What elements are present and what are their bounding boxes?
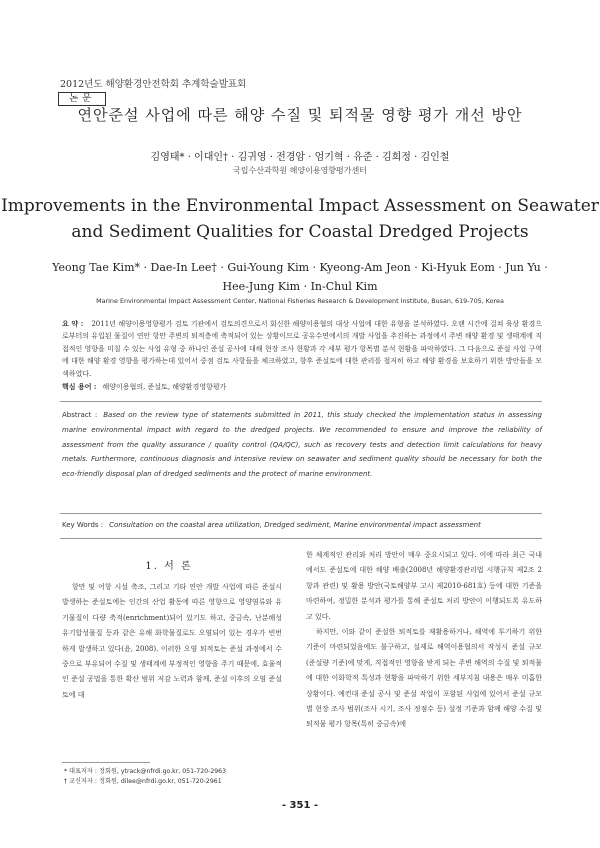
keywords-korean: [62, 382, 226, 392]
divider-bottom: [60, 538, 542, 539]
page-number: - 351 -: [281, 800, 319, 811]
abstract-english-label: Abstract :: [62, 411, 98, 419]
keywords-english-text: Consultation on the coastal area utilization, Dredged sediment, Marine environmental impact assessment: [109, 521, 481, 529]
affiliation-korean: 국립수산과학원 해양이용영향평가센터: [233, 166, 367, 175]
paragraph: 항만 및 어항 시설 축조, 그리고 기타 연안 개발 사업에 따른 준설시 발생하는 준설토에는 인간의 산업 활동에 따른 영향으로 영양염류와 유기물질이 다량 축적(enrichment)되어 있기도 하고, 중금속, 난분해성 유기합성물질 등과 같은 유해 화학물질로도 오염되어 있는 경우가 빈번하게 발생하고 있다(윤, 2008). 이러한 오염 퇴적토는 준설 과정에서 수중으로 부유되어 수질 및 생태계에 부정적인 영향을 주기 때문에, 효율적인 준설 공법을 통한 확산 범위 저감 노력과 함께, 준설 이후의 오염 준설토에 대: [62, 583, 282, 699]
abstract-english-text: Based on the review type of statements submitted in 2011, this study checked the implementation status in assessing marine environmental impact with regard to the dredged projects. We recommended to ensure and improve the reliability of assessment from the quality assurance / quality control (QA/QC), such as recovery tests and detection limit calculations for heavy metals. Furthermore, continuous diagnosis and intensive review on seawater and sediment quality should be necessary for both the eco-friendly disposal plan of dredged sediments and the protect of marine environment.: [62, 411, 542, 479]
keywords-english: [62, 521, 481, 529]
footnote-divider: [62, 762, 150, 763]
title-english: [0, 193, 600, 245]
paper-type-tag: 논문: [58, 92, 106, 106]
authors-english-line1: Yeong Tae Kim* · Dae-In Lee† · Gui-Young Kim · Kyeong-Am Jeon · Ki-Hyuk Eom · Jun Yu ·: [52, 261, 548, 274]
abstract-korean-label: 요 약 :: [62, 319, 84, 328]
keywords-korean-text: 해양이용협의, 준설토, 해양환경영향평가: [102, 383, 227, 391]
body-column-left: [62, 580, 282, 703]
keywords-english-label: Key Words :: [62, 521, 104, 529]
paragraph: 한 체계적인 관리와 처리 방안이 매우 중요시되고 있다. 이에 따라 최근 국내에서도 준설토에 대한 해양 배출(2008년 해양환경관리법 시행규칙 제2조 2항과 관련) 및 활용 방안(국토해양부 고시 제2010-681호) 등에 대한 기준을 마련하여, 정밀한 분석과 평가를 통해 준설토 처리 방안이 이행되도록 유도하고 있다.: [306, 551, 542, 621]
title-korean: 연안준설 사업에 따른 해양 수질 및 퇴적물 영향 평가 개선 방안: [77, 106, 523, 124]
divider-middle: [60, 513, 542, 514]
title-english-line1: Improvements in the Environmental Impact Assessment on Seawater: [1, 196, 599, 216]
abstract-korean-text: 2011년 해양이용영향평가 검토 기관에서 검토의견으로서 회신한 해양이용협의 대상 사업에 대한 유형을 분석하였다. 오랜 시간에 걸쳐 육상 환경으로부터의 유입된 물질이 연안 항만 주변의 퇴적층에 축적되어 있는 상황이므로 공유수면에서의 개발 사업을 추진하는 과정에서 주변 해양 환경 및 생태계에 직접적인 영향을 미칠 수 있는 사업 유형 중 하나인 준설 공사에 대해 현장 조사 현황과 각 세부 평가 항목별 분석 현황을 파악하였다. 그 다음으로 준설 사업 구역에 대한 해양 환경 영향을 평가하는데 있어서 중점 검토 사항들을 체크하였고, 향후 준설토에 대한 관리를 철저히 하고 해양 환경을 보호하기 위한 방안들을 모색하였다.: [62, 320, 542, 378]
body-column-right: [306, 548, 542, 733]
footnote-correspondence: † 교신저자 : 정회원, dilee@nfrdi.go.kr, 051-720-2961: [64, 778, 222, 785]
divider-top: [60, 401, 542, 402]
conference-header: 2012년도 해양환경안전학회 추계학술발표회: [60, 79, 247, 90]
authors-english: [0, 258, 600, 296]
footnotes: [64, 767, 226, 787]
abstract-korean: [62, 318, 542, 380]
authors-english-line2: Hee-Jung Kim · In-Chul Kim: [222, 280, 378, 293]
footnote-corresponding-author: * 대표저자 : 정회원, ytrack@nfrdi.go.kr, 051-720-2963: [64, 768, 227, 775]
paragraph: 하지만, 이와 같이 준설한 퇴적토를 재활용하거나, 해역에 투기하기 위한 기준이 마련되었음에도 불구하고, 실제로 해역이용협의서 작성시 준설 규모(준설량 기준)에 맞게, 직접적인 영향을 받게 되는 주변 해역의 수질 및 퇴적물에 대한 이화학적 특성과 현황을 파악하기 위한 세부지침 내용은 매우 미흡한 상황이다. 예컨대 준설 공사 및 준설 작업이 포함된 사업에 있어서 준설 규모별 현장 조사 범위(조사 시기, 조사 정점수 등) 설정 기준과 함께 해양 수질 및 퇴적물 평가 항목(특히 중금속)에: [306, 628, 542, 729]
authors-korean: 김영태* · 이대인† · 김귀영 · 전경암 · 엄기혁 · 유준 · 김희정 · 김인철: [150, 152, 450, 163]
keywords-korean-label: 핵심 용어 :: [62, 382, 97, 391]
section-heading-introduction: 1. 서 론: [145, 561, 193, 572]
title-english-line2: and Sediment Qualities for Coastal Dredged Projects: [71, 222, 529, 242]
abstract-english: [62, 408, 542, 482]
affiliation-english: Marine Environmental Impact Assessment Center, National Fisheries Research & Development Institute, Busan, 619-705, Korea: [96, 297, 504, 305]
